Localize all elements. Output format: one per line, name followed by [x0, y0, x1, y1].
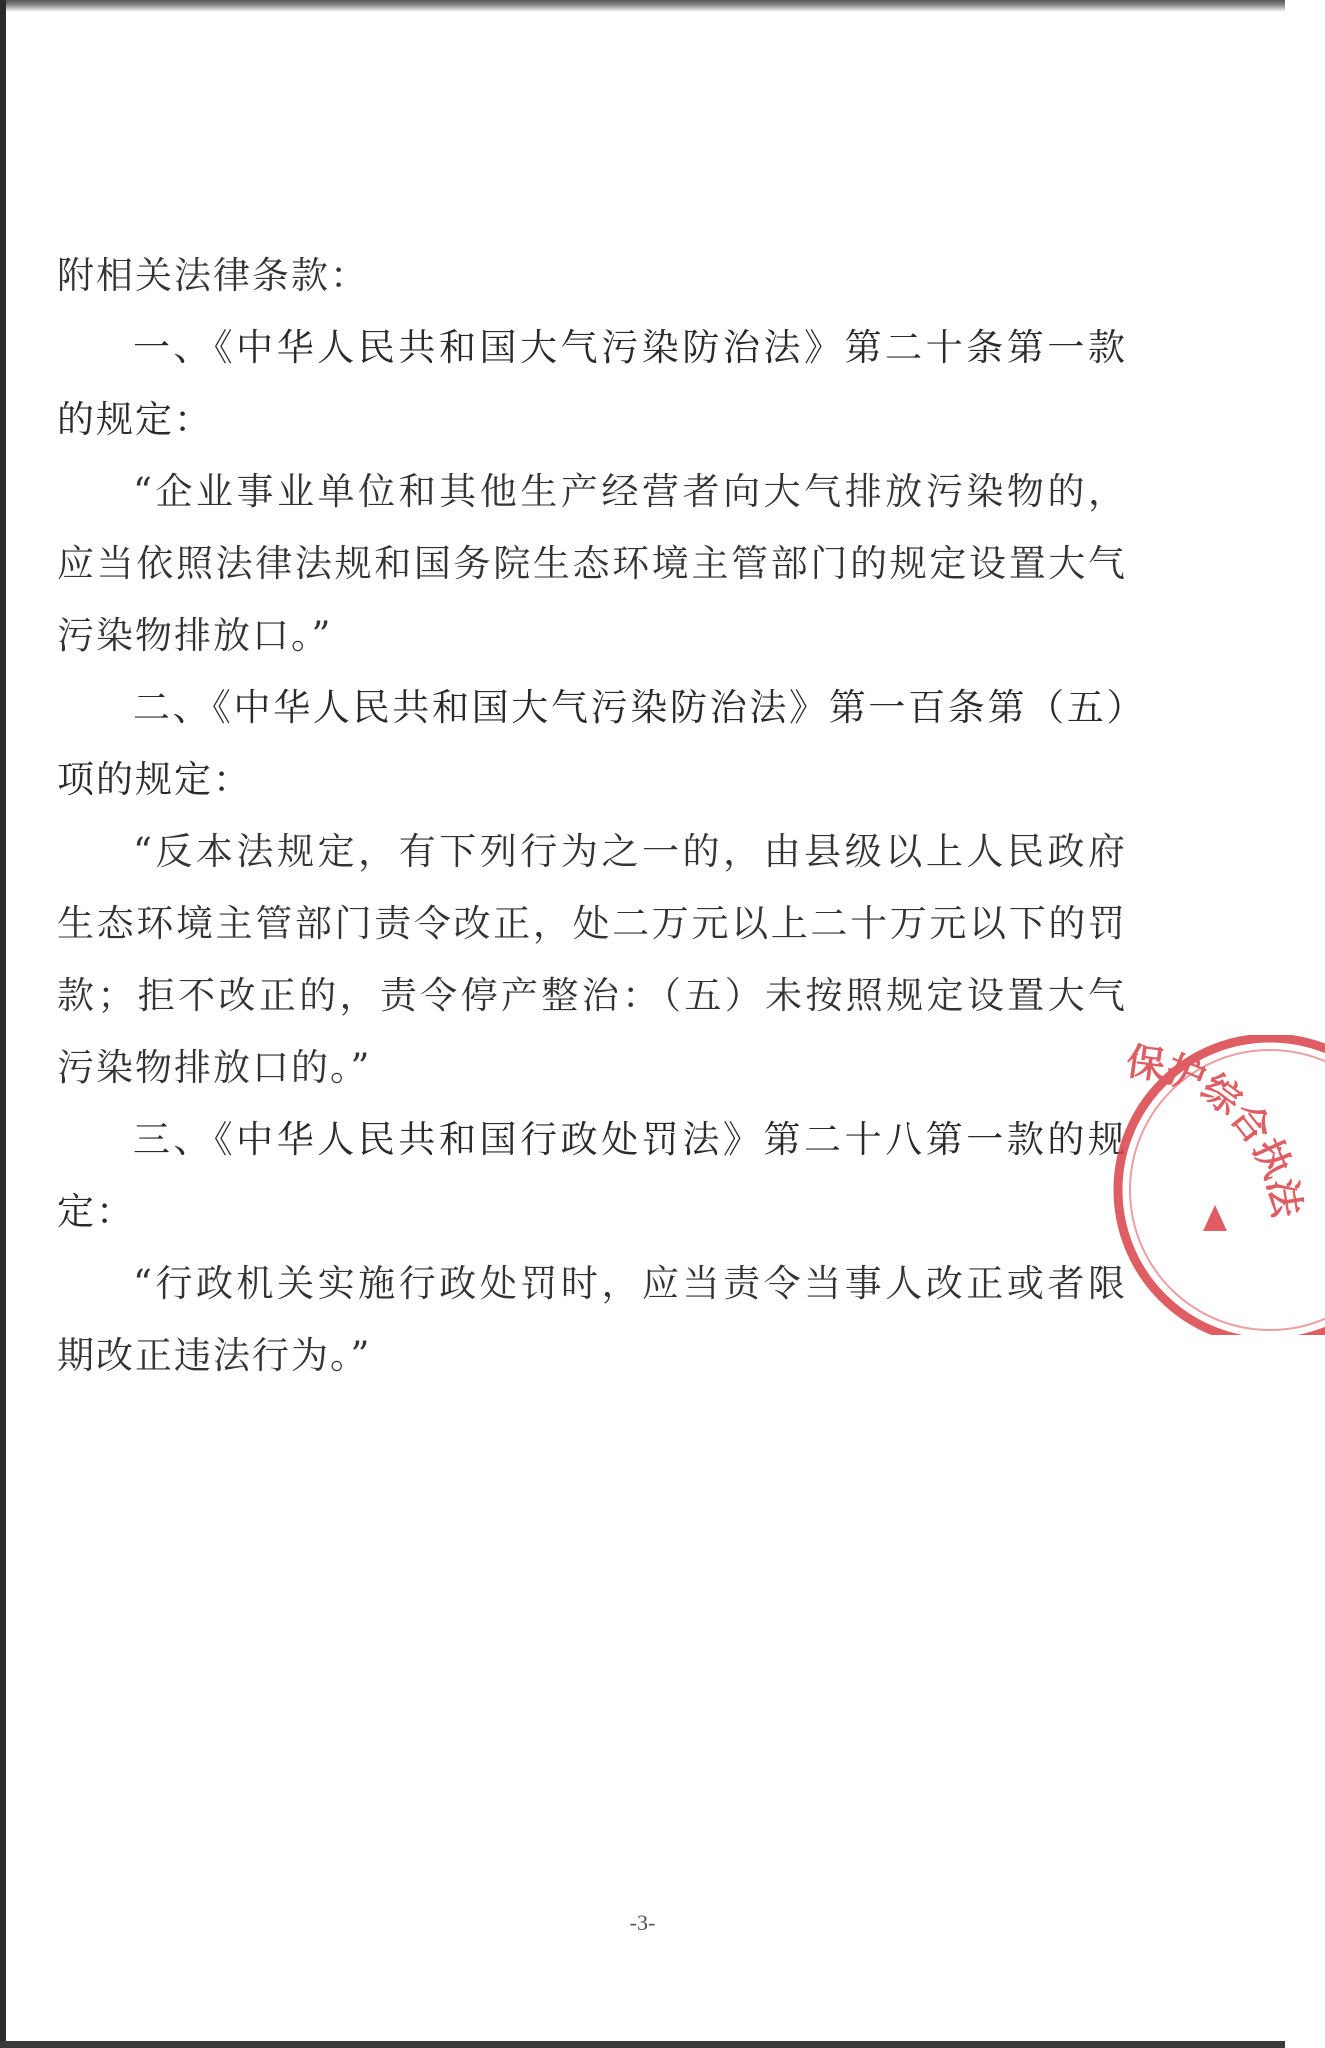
seal-text-path: 保护综合执法: [1123, 1039, 1310, 1221]
section-3-heading: 三、《中华人民共和国行政处罚法》第二十八第一款的规定：: [57, 1118, 1127, 1233]
official-seal-stamp: [1105, 1035, 1325, 1335]
seal-text: [1124, 1039, 1309, 1221]
scan-left-edge: [0, 0, 6, 2048]
section-2-quote: “反本法规定，有下列行为之一的，由县级以上人民政府生态环境主管部门责令改正，处二万元以上二十万元以下的罚款；拒不改正的，责令停产整治：（五）未按照规定设置大气污染物排放口的。”: [57, 830, 1127, 1089]
scan-top-edge: [0, 0, 1285, 12]
page-number: -3-: [629, 1910, 656, 1935]
section-1-heading: 一、《中华人民共和国大气污染防治法》第二十条第一款的规定：: [57, 326, 1127, 441]
section-1-quote: “企业事业单位和其他生产经营者向大气排放污染物的，应当依照法律法规和国务院生态环境主管部门的规定设置大气污染物排放口。”: [57, 470, 1127, 657]
seal-star: [1203, 1205, 1227, 1231]
section-3-quote: “行政机关实施行政处罚时，应当责令当事人改正或者限期改正违法行为。”: [57, 1262, 1127, 1377]
scan-bottom-edge: [0, 2041, 1285, 2048]
section-2-heading: 二、《中华人民共和国大气污染防治法》第一百条第（五）项的规定：: [57, 686, 1127, 801]
document-body: [57, 240, 1127, 1392]
intro-line: 附相关法律条款：: [57, 254, 369, 297]
